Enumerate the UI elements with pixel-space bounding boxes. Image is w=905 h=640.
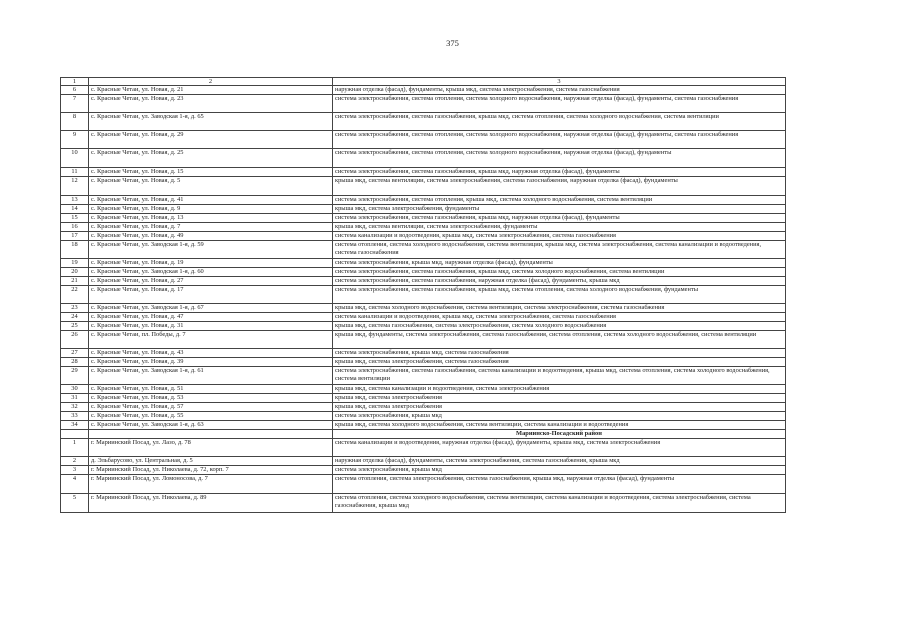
row-address: с. Красные Четаи, ул. Новая, д. 27: [89, 277, 333, 286]
row-address: с. Красные Четаи, ул. Новая, д. 41: [89, 196, 333, 205]
row-number: 10: [61, 149, 89, 168]
row-address: с. Красные Четаи, ул. Новая, д. 49: [89, 232, 333, 241]
table-row: [61, 403, 786, 412]
row-address: с. Красные Четаи, ул. Новая, д. 47: [89, 313, 333, 322]
header-col-address: 2: [89, 78, 333, 86]
row-number: 25: [61, 322, 89, 331]
row-works: система электроснабжения, крыша мкд: [333, 466, 786, 475]
table-row: [61, 149, 786, 168]
header-col-number: 1: [61, 78, 89, 86]
table-row: [61, 466, 786, 475]
row-address: г. Мариинский Посад, ул. Лазо, д. 78: [89, 439, 333, 457]
row-address: с. Красные Четаи, ул. Новая, д. 39: [89, 358, 333, 367]
section-title: Мариинско-Посадский район: [333, 430, 786, 439]
row-number: 16: [61, 223, 89, 232]
row-address: с. Красные Четаи, ул. Заводская 1-я, д. 59: [89, 241, 333, 259]
table-row: [61, 131, 786, 149]
row-works: система канализации и водоотведения, крыша мкд, система электроснабжения, система газоснабжения: [333, 313, 786, 322]
table-row: [61, 286, 786, 304]
row-number: 4: [61, 475, 89, 494]
row-works: система электроснабжения, система отопления, система холодного водоснабжения, наружная отделка (фасад), фундаменты, система газоснабжения: [333, 131, 786, 149]
row-works: крыша мкд, система вентиляции, система электроснабжения, фундаменты: [333, 223, 786, 232]
section-row: [61, 430, 786, 439]
row-works: крыша мкд, система вентиляции, система электроснабжения, система газоснабжения, наружная отделка (фасад), фундаменты: [333, 177, 786, 196]
row-works: наружная отделка (фасад), фундаменты, крыша мкд, система электроснабжения, система газоснабжения: [333, 86, 786, 95]
row-works: крыша мкд, система электроснабжения, система газоснабжения: [333, 358, 786, 367]
row-address: с. Красные Четаи, ул. Новая, д. 7: [89, 223, 333, 232]
row-number: 9: [61, 131, 89, 149]
row-works: система электроснабжения, система отопления, система холодного водоснабжения, наружная отделка (фасад), фундаменты, система газоснабжения: [333, 95, 786, 113]
row-number: 14: [61, 205, 89, 214]
row-address: с. Красные Четаи, ул. Заводская 1-я, д. 65: [89, 113, 333, 131]
row-works: крыша мкд, фундаменты, система электроснабжения, система газоснабжения, система отопления, система холодного водоснабжения, система вентиляции: [333, 331, 786, 349]
row-address: с. Красные Четаи, ул. Новая, д. 53: [89, 394, 333, 403]
row-works: система электроснабжения, система газоснабжения, крыша мкд, наружная отделка (фасад), фундаменты: [333, 214, 786, 223]
row-address: с. Красные Четаи, ул. Новая, д. 19: [89, 259, 333, 268]
row-number: 32: [61, 403, 89, 412]
row-number: 21: [61, 277, 89, 286]
row-works: система электроснабжения, система отопления, крыша мкд, система холодного водоснабжения, система вентиляции: [333, 196, 786, 205]
table-row: [61, 331, 786, 349]
row-works: система электроснабжения, крыша мкд, наружная отделка (фасад), фундаменты: [333, 259, 786, 268]
row-number: 15: [61, 214, 89, 223]
row-address: с. Красные Четаи, ул. Новая, д. 21: [89, 86, 333, 95]
table-row: [61, 494, 786, 513]
table-row: [61, 168, 786, 177]
row-works: крыша мкд, система холодного водоснабжения, система вентиляции, система электроснабжения, система газоснабжения: [333, 304, 786, 313]
row-address: с. Красные Четаи, ул. Новая, д. 51: [89, 385, 333, 394]
works-table: [60, 77, 786, 513]
row-works: крыша мкд, система электроснабжения, фундаменты: [333, 205, 786, 214]
table-row: [61, 439, 786, 457]
table-row: [61, 259, 786, 268]
row-works: система канализации и водоотведения, наружная отделка (фасад), фундаменты, крыша мкд, система электроснабжения: [333, 439, 786, 457]
row-address: с. Красные Четаи, ул. Заводская 1-я, д. 61: [89, 367, 333, 385]
table-row: [61, 113, 786, 131]
row-address: с. Красные Четаи, ул. Новая, д. 5: [89, 177, 333, 196]
row-address: с. Красные Четаи, ул. Заводская 1-я, д. 63: [89, 421, 333, 430]
row-works: система отопления, система холодного водоснабжения, система вентиляции, система канализации и водоотведения, система электроснабжения, система газоснабжения, крыша мкд: [333, 494, 786, 513]
row-address: с. Красные Четаи, ул. Новая, д. 15: [89, 168, 333, 177]
section-empty-cell: [89, 430, 333, 439]
row-number: 28: [61, 358, 89, 367]
row-address: с. Красные Четаи, ул. Заводская 1-я, д. 67: [89, 304, 333, 313]
row-address: с. Красные Четаи, ул. Новая, д. 55: [89, 412, 333, 421]
table-row: [61, 358, 786, 367]
row-number: 34: [61, 421, 89, 430]
row-address: с. Красные Четаи, ул. Новая, д. 17: [89, 286, 333, 304]
table-row: [61, 349, 786, 358]
table-row: [61, 196, 786, 205]
table-row: [61, 205, 786, 214]
table-row: [61, 322, 786, 331]
table-header-row: [61, 78, 786, 86]
row-works: крыша мкд, система электроснабжения: [333, 394, 786, 403]
row-address: с. Красные Четаи, ул. Заводская 1-я, д. 60: [89, 268, 333, 277]
row-works: крыша мкд, система газоснабжения, система электроснабжения, система холодного водоснабжения: [333, 322, 786, 331]
table-row: [61, 367, 786, 385]
table-row: [61, 223, 786, 232]
row-number: 23: [61, 304, 89, 313]
row-address: с. Красные Четаи, ул. Новая, д. 31: [89, 322, 333, 331]
row-number: 11: [61, 168, 89, 177]
page-number: 375: [446, 38, 459, 48]
table-row: [61, 313, 786, 322]
row-address: д. Эльбарусово, ул. Центральная, д. 5: [89, 457, 333, 466]
table-row: [61, 95, 786, 113]
row-number: 24: [61, 313, 89, 322]
row-number: 19: [61, 259, 89, 268]
row-number: 3: [61, 466, 89, 475]
row-number: 22: [61, 286, 89, 304]
row-address: с. Красные Четаи, ул. Новая, д. 57: [89, 403, 333, 412]
row-works: система электроснабжения, система газоснабжения, крыша мкд, наружная отделка (фасад), фундаменты: [333, 168, 786, 177]
row-number: 33: [61, 412, 89, 421]
row-number: 5: [61, 494, 89, 513]
row-number: 7: [61, 95, 89, 113]
row-number: 31: [61, 394, 89, 403]
table-row: [61, 394, 786, 403]
table-row: [61, 177, 786, 196]
row-number: 13: [61, 196, 89, 205]
row-works: система электроснабжения, система отопления, система холодного водоснабжения, наружная отделка (фасад), фундаменты: [333, 149, 786, 168]
row-number: 20: [61, 268, 89, 277]
row-works: система электроснабжения, крыша мкд: [333, 412, 786, 421]
row-number: 26: [61, 331, 89, 349]
row-works: наружная отделка (фасад), фундаменты, система электроснабжения, система газоснабжения, крыша мкд: [333, 457, 786, 466]
table-row: [61, 475, 786, 494]
row-address: с. Красные Четаи, ул. Новая, д. 23: [89, 95, 333, 113]
table-row: [61, 304, 786, 313]
table-row: [61, 268, 786, 277]
row-works: система отопления, система электроснабжения, система газоснабжения, крыша мкд, наружная отделка (фасад), фундаменты: [333, 475, 786, 494]
row-works: система отопления, система холодного водоснабжения, система вентиляции, крыша мкд, система электроснабжения, система канализации и водоотведения, система газоснабжения: [333, 241, 786, 259]
row-address: с. Красные Четаи, ул. Новая, д. 25: [89, 149, 333, 168]
row-works: система канализации и водоотведения, крыша мкд, система электроснабжения, система газоснабжения: [333, 232, 786, 241]
row-number: 30: [61, 385, 89, 394]
row-number: 1: [61, 439, 89, 457]
section-empty-cell: [61, 430, 89, 439]
table-row: [61, 457, 786, 466]
row-address: г. Мариинский Посад, ул. Ломоносова, д. 7: [89, 475, 333, 494]
table-row: [61, 385, 786, 394]
row-works: система электроснабжения, крыша мкд, система газоснабжения: [333, 349, 786, 358]
row-works: система электроснабжения, система газоснабжения, наружная отделка (фасад), фундаменты, крыша мкд: [333, 277, 786, 286]
row-address: с. Красные Четаи, ул. Новая, д. 9: [89, 205, 333, 214]
row-address: с. Красные Четаи, ул. Новая, д. 13: [89, 214, 333, 223]
table-row: [61, 232, 786, 241]
row-address: с. Красные Четаи, ул. Новая, д. 29: [89, 131, 333, 149]
table-row: [61, 241, 786, 259]
table-row: [61, 421, 786, 430]
row-number: 27: [61, 349, 89, 358]
row-address: г. Мариинский Посад, ул. Николаева, д. 89: [89, 494, 333, 513]
row-number: 29: [61, 367, 89, 385]
table-row: [61, 214, 786, 223]
row-number: 8: [61, 113, 89, 131]
table-row: [61, 277, 786, 286]
table-row: [61, 86, 786, 95]
row-works: крыша мкд, система канализации и водоотведения, система электроснабжения: [333, 385, 786, 394]
table-body: [61, 78, 786, 513]
row-works: система электроснабжения, система газоснабжения, крыша мкд, система отопления, система холодного водоснабжения, фундаменты: [333, 286, 786, 304]
row-address: с. Красные Четаи, пл. Победы, д. 7: [89, 331, 333, 349]
row-works: система электроснабжения, система газоснабжения, крыша мкд, система отопления, система холодного водоснабжения, система вентиляции: [333, 113, 786, 131]
row-number: 18: [61, 241, 89, 259]
row-number: 2: [61, 457, 89, 466]
row-number: 6: [61, 86, 89, 95]
row-address: г. Мариинский Посад, ул. Николаева, д. 72, корп. 7: [89, 466, 333, 475]
row-works: крыша мкд, система электроснабжения: [333, 403, 786, 412]
header-col-works: 3: [333, 78, 786, 86]
row-works: крыша мкд, система холодного водоснабжения, система вентиляции, система канализации и водоотведения: [333, 421, 786, 430]
table-row: [61, 412, 786, 421]
row-address: с. Красные Четаи, ул. Новая, д. 43: [89, 349, 333, 358]
row-works: система электроснабжения, система газоснабжения, система канализации и водоотведения, крыша мкд, система отопления, система холодного водоснабжения, система вентиляции: [333, 367, 786, 385]
row-works: система электроснабжения, система газоснабжения, крыша мкд, система холодного водоснабжения, система вентиляции: [333, 268, 786, 277]
row-number: 12: [61, 177, 89, 196]
row-number: 17: [61, 232, 89, 241]
